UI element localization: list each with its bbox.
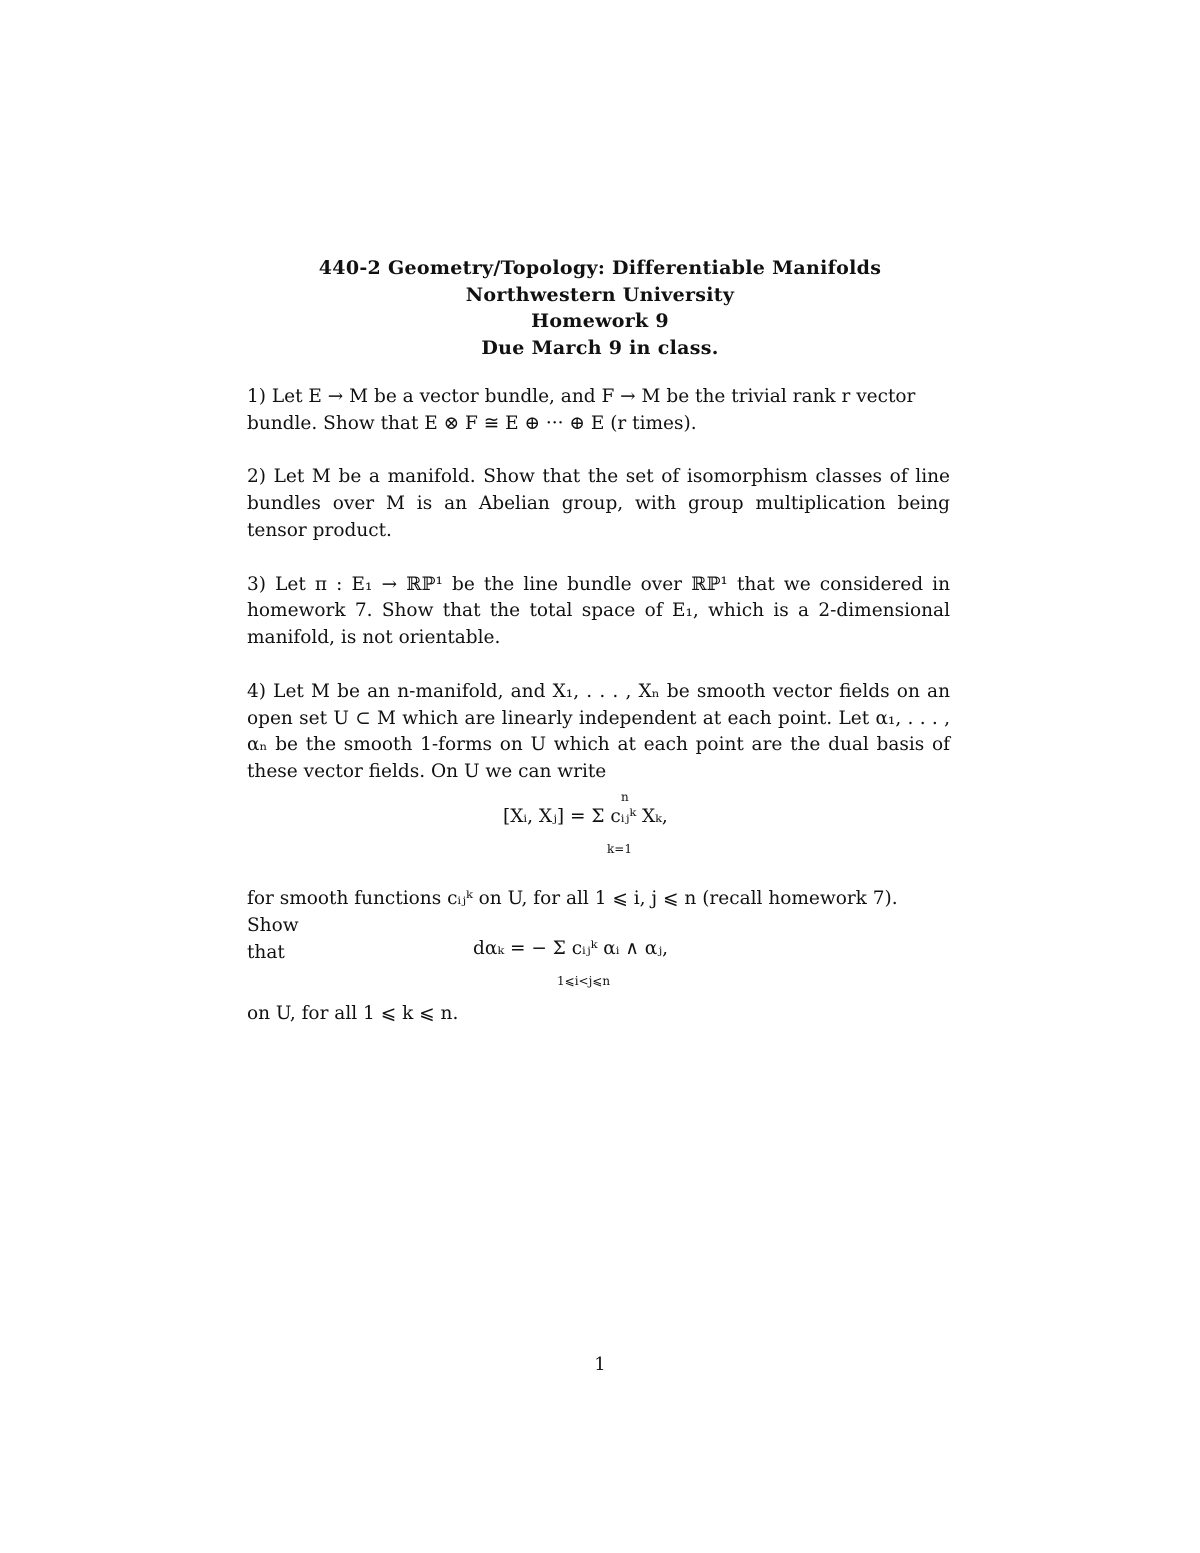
bracket-equation-text: [Xᵢ, Xⱼ] = Σ cᵢⱼᵏ Xₖ, [503, 806, 668, 827]
problem-list [247, 384, 950, 786]
problem-4-mid-line-2: that [247, 941, 285, 963]
bracket-equation [503, 790, 668, 856]
problem-4-end-text: on U, for all 1 ⩽ k ⩽ n. [247, 1003, 459, 1024]
due-date: Due March 9 in class. [481, 336, 719, 359]
bracket-equation-upper-limit: n [621, 790, 629, 804]
exterior-derivative-equation [473, 938, 669, 988]
problem-4-intro: 4) Let M be an n-manifold, and X₁, . . . , Xₙ be smooth vector fields on an open set U ⊂ M which are linearly independent at each point. Let α₁, . . . , αₙ be the smooth 1-forms on U which at each point are the dual basis of these vector fields. On U we can write [247, 680, 950, 783]
page-number: 1 [594, 1354, 606, 1375]
problem-3: 3) Let π : E₁ → ℝℙ¹ be the line bundle over ℝℙ¹ that we considered in homework 7. Show that the total space of E₁, which is a 2-dimensional manifold, is not orientable. [247, 573, 950, 649]
problem-4-mid-line-1: for smooth functions cᵢⱼᵏ on U, for all 1 ⩽ i, j ⩽ n (recall homework 7). Show [247, 888, 898, 936]
exterior-derivative-lower-limit: 1⩽i<j⩽n [557, 974, 611, 988]
document-header [0, 255, 1200, 361]
course-title: 440-2 Geometry/Topology: Differentiable Manifolds [318, 257, 882, 279]
exterior-derivative-equation-text: dαₖ = − Σ cᵢⱼᵏ αᵢ ∧ αⱼ, [473, 938, 669, 959]
problem-1-line-2: bundle. Show that E ⊗ F ≅ E ⊕ ··· ⊕ E (r times). [247, 412, 697, 434]
university-name: Northwestern University [465, 283, 735, 306]
bracket-equation-lower-limit: k=1 [607, 842, 632, 856]
problem-2: 2) Let M be a manifold. Show that the set of isomorphism classes of line bundles over M is an Abelian group, with group multiplication being tensor product. [247, 466, 950, 541]
homework-title: Homework 9 [531, 310, 669, 332]
problem-1-line-1: 1) Let E → M be a vector bundle, and F → M be the trivial rank r vector [247, 386, 916, 407]
problem-4-end [247, 1001, 950, 1028]
